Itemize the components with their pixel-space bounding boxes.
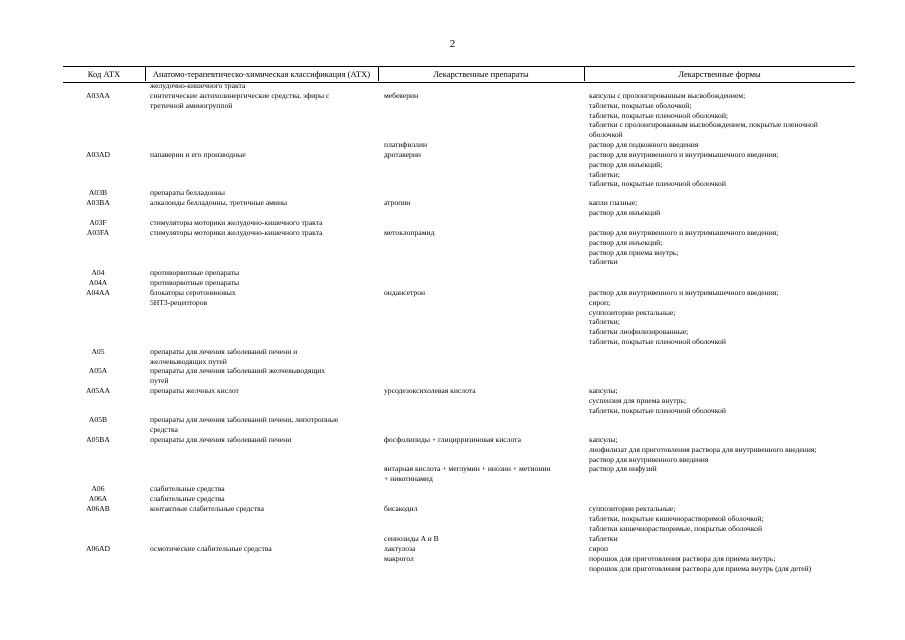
atc-code: A05A — [88, 366, 108, 375]
dosage-form: таблетки, покрытые пленочной оболочкой; — [589, 110, 728, 120]
header-drugs: Лекарственные препараты — [433, 69, 529, 79]
header-divider — [584, 66, 585, 81]
dosage-form: раствор для внутривенного введения — [589, 454, 709, 464]
dosage-form: раствор для инъекций — [589, 207, 661, 217]
header-code: Код АТХ — [87, 69, 121, 79]
classification-text: желудочно-кишечного тракта — [150, 81, 246, 90]
drug-name: сеннозиды A и B — [384, 534, 439, 543]
header-divider — [378, 66, 379, 81]
dosage-form: раствор для инъекций; — [589, 237, 663, 247]
drug-name: атропин — [384, 198, 411, 207]
atc-code: A05AA — [85, 386, 111, 395]
classification-text: противорвотные препараты — [150, 278, 240, 287]
dosage-form: таблетки с пролонгированным высвобождением, покрытые пленочной — [589, 120, 818, 130]
dosage-form: суспензия для приема внутрь; — [589, 395, 686, 405]
dosage-form: раствор для внутривенного и внутримышечного введения; — [589, 288, 779, 297]
drug-name: урсодезоксихолевая кислота — [384, 386, 476, 395]
classification-text: путей — [150, 375, 169, 385]
drug-name: мебеверин — [384, 91, 419, 100]
classification-text: слабительные средства — [150, 484, 225, 493]
dosage-form: оболочкой — [589, 130, 623, 140]
atc-code: A03B — [88, 188, 108, 197]
atc-code: A03FA — [86, 228, 110, 237]
atc-code: A03BA — [86, 198, 110, 207]
drug-name: метоклопрамид — [384, 228, 435, 237]
classification-text: препараты белладонны — [150, 188, 225, 197]
dosage-form: раствор для приема внутрь; — [589, 247, 679, 257]
dosage-form: таблетки, покрытые пленочной оболочкой — [589, 179, 726, 189]
dosage-form: порошок для приготовления раствора для приема внутрь; — [589, 554, 776, 563]
atc-code: A05B — [88, 415, 108, 424]
dosage-form: капсулы; — [589, 386, 618, 395]
classification-text: противорвотные препараты — [150, 268, 240, 277]
dosage-form: таблетки, покрытые кишечнорастворимой оболочкой; — [589, 513, 764, 523]
atc-code: A03AD — [85, 150, 111, 159]
header-classification: Анатомо-терапевтическо-химическая классификация (АТХ) — [152, 69, 371, 79]
dosage-form: таблетки, покрытые пленочной оболочкой — [589, 337, 726, 346]
classification-text: алкалоиды белладонны, третичные амины — [150, 198, 288, 207]
drug-name: лактулоза — [384, 544, 416, 553]
classification-text: папаверин и его производные — [150, 150, 246, 159]
drug-name: + никотинамид — [384, 473, 433, 483]
dosage-form: таблетки, покрытые пленочной оболочкой — [589, 405, 726, 415]
drug-name: фосфолипиды + глицирризиновая кислота — [384, 435, 521, 444]
dosage-form: раствор для инфузий — [589, 464, 657, 473]
dosage-form: капли глазные; — [589, 198, 638, 207]
dosage-form: порошок для приготовления раствора для приема внутрь (для детей) — [589, 563, 812, 573]
dosage-form: суппозитории ректальные; — [589, 307, 676, 317]
header-forms: Лекарственные формы — [678, 69, 761, 79]
classification-text: третичной аминогруппой — [150, 100, 233, 110]
drug-name: дротаверин — [384, 150, 421, 159]
classification-text: 5НТ3-рецепторов — [150, 297, 208, 307]
classification-text: синтетические антихолинергические средства, эфиры с — [150, 91, 330, 100]
atc-code: A05 — [91, 347, 105, 356]
classification-text: препараты желчных кислот — [150, 386, 239, 395]
drug-name: янтарная кислота + меглумин + инозин + метионин — [384, 464, 551, 473]
dosage-form: сироп — [589, 544, 609, 553]
classification-text: слабительные средства — [150, 494, 225, 503]
drug-name: платифиллин — [384, 140, 428, 149]
classification-text: препараты для лечения заболеваний желчевыводящих — [150, 366, 326, 375]
classification-text: препараты для лечения заболеваний печени — [150, 435, 292, 444]
dosage-form: раствор для внутривенного и внутримышечного введения; — [589, 228, 779, 237]
dosage-form: сироп; — [589, 297, 611, 307]
classification-text: контактные слабительные средства — [150, 504, 264, 513]
dosage-form: таблетки кишечнорастворимые, покрытые оболочкой — [589, 523, 763, 533]
classification-text: осмотические слабительные средства — [150, 544, 272, 553]
dosage-form: таблетки; — [589, 317, 620, 327]
classification-text: средства — [150, 424, 178, 434]
drug-name: ондансетрон — [384, 288, 426, 297]
classification-text: препараты для лечения заболеваний печени, липотропные — [150, 415, 339, 424]
atc-code: A04AA — [85, 288, 111, 297]
atc-code: A03F — [89, 218, 107, 227]
atc-code: A05BA — [86, 435, 110, 444]
dosage-form: таблетки — [589, 534, 618, 543]
atc-code: A04 — [91, 268, 105, 277]
dosage-form: раствор для инъекций; — [589, 159, 663, 169]
atc-code: A03AA — [85, 91, 111, 100]
dosage-form: капсулы; — [589, 435, 618, 444]
dosage-form: таблетки лиофилизированные; — [589, 327, 689, 337]
dosage-form: капсулы с пролонгированным высвобождением; — [589, 91, 746, 100]
atc-code: A06AB — [86, 504, 110, 513]
classification-text: блокаторы серотониновых — [150, 288, 236, 297]
header-divider — [145, 66, 146, 81]
dosage-form: раствор для подкожного введения — [589, 140, 699, 149]
classification-text: стимуляторы моторики желудочно-кишечного тракта — [150, 218, 323, 227]
dosage-form: таблетки — [589, 257, 618, 267]
atc-code: A06 — [91, 484, 105, 493]
classification-text: препараты для лечения заболеваний печени и — [150, 347, 298, 356]
dosage-form: раствор для внутривенного и внутримышечного введения; — [589, 150, 779, 159]
atc-code: A06AD — [85, 544, 111, 553]
drug-name: бисакодил — [384, 504, 418, 513]
page-number: 2 — [449, 38, 456, 50]
classification-text: желчевыводящих путей — [150, 356, 227, 366]
atc-code: A06A — [88, 494, 108, 503]
drug-name: макрогол — [384, 554, 414, 563]
atc-code: A04A — [88, 278, 108, 287]
dosage-form: суппозитории ректальные; — [589, 504, 676, 513]
dosage-form: таблетки, покрытые оболочкой; — [589, 100, 692, 110]
dosage-form: таблетки; — [589, 169, 620, 179]
classification-text: стимуляторы моторики желудочно-кишечного тракта — [150, 228, 323, 237]
dosage-form: лиофилизат для приготовления раствора для внутривенного введения; — [589, 444, 817, 454]
